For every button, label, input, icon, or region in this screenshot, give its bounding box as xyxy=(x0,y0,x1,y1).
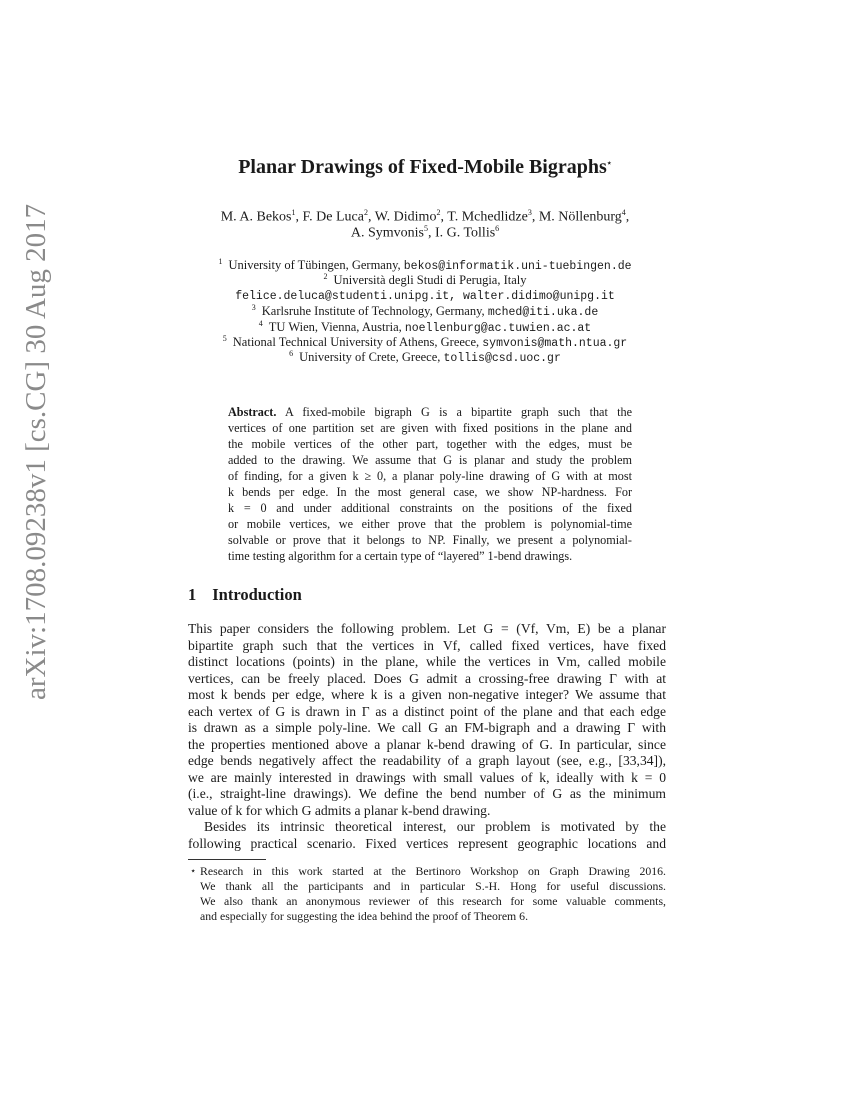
footnote-rule xyxy=(188,859,266,860)
paragraph-line: value of k for which G admits a planar k-bend drawing. xyxy=(188,802,491,818)
footnote-line: and especially for suggesting the idea behind the proof of Theorem 6. xyxy=(200,909,529,923)
footnote-line: Research in this work started at the Bertinoro Workshop on Graph Drawing 2016. xyxy=(200,864,666,878)
author-affiliation-mark: 2 xyxy=(436,208,441,217)
affiliation-email: symvonis@math.ntua.gr xyxy=(482,337,628,351)
affiliation-number: 5 xyxy=(222,334,227,343)
paragraph-line: bipartite graph such that the vertices in Vf, called fixed vertices, have fixed xyxy=(188,637,666,653)
paragraph-line: we are mainly interested in drawings with small values of k, ideally with k = 0 xyxy=(188,769,666,785)
footnote-line: We also thank an anonymous reviewer of this research for some valuable comments, xyxy=(200,894,666,908)
section-number: 1 xyxy=(188,585,197,604)
paragraph-line: each vertex of G is drawn in Γ as a distinct point of the plane and that each edge xyxy=(188,703,666,719)
affiliation-number: 1 xyxy=(218,257,223,266)
paper-title xyxy=(0,156,850,179)
author-name: F. De Luca xyxy=(302,209,364,225)
arxiv-stamp: arXiv:1708.09238v1 [cs.CG] 30 Aug 2017 xyxy=(20,203,52,700)
affiliation-line xyxy=(0,303,850,319)
paragraph-line: This paper considers the following problem. Let G = (Vf, Vm, E) be a planar xyxy=(188,621,666,636)
abstract-line: vertices of one partition set are given with fixed positions in the plane and xyxy=(228,421,632,435)
paragraph-line: following practical scenario. Fixed vertices represent geographic locations and xyxy=(188,835,666,851)
paragraph-line: (i.e., straight-line drawings). We define the bend number of G as the minimum xyxy=(188,786,666,801)
authors-line-2 xyxy=(0,224,850,242)
affiliation-line xyxy=(0,272,850,288)
affiliation-email: felice.deluca@studenti.unipg.it, walter.didimo@unipg.it xyxy=(235,289,615,303)
title-footnote-mark: ⋆ xyxy=(606,158,612,168)
abstract-label: Abstract. xyxy=(228,405,277,419)
affiliation-name: University of Crete, Greece, xyxy=(299,350,444,365)
affiliation-email: bekos@informatik.uni-tuebingen.de xyxy=(403,260,632,274)
footnote-line: We thank all the participants and in particular S.-H. Hong for useful discussions. xyxy=(200,879,666,893)
affiliation-email: mched@iti.uka.de xyxy=(487,306,599,320)
abstract-line: time testing algorithm for a certain type of “layered” 1-bend drawings. xyxy=(228,549,573,563)
affiliation-line xyxy=(0,288,850,303)
paragraph-line: the properties mentioned above a planar k-bend drawing of G. In particular, since xyxy=(188,736,666,752)
affiliation-name: National Technical University of Athens, Greece, xyxy=(232,335,483,350)
affiliation-name: University of Tübingen, Germany, xyxy=(228,258,404,273)
authors-line-1 xyxy=(0,208,850,226)
affiliation-line xyxy=(0,319,850,335)
author-affiliation-mark: 3 xyxy=(527,208,532,217)
abstract-line: or mobile vertices, we either prove that the problem is polynomial-time xyxy=(228,517,632,531)
paragraph-line: most k bends per edge, where k is a given non-negative integer? We assume that xyxy=(188,687,666,702)
affiliation-email: noellenburg@ac.tuwien.ac.at xyxy=(404,321,592,335)
abstract-line: the mobile vertices of the other part, together with the edges, must be xyxy=(228,437,632,451)
paragraph-line: Besides its intrinsic theoretical interest, our problem is motivated by the xyxy=(204,819,666,834)
author-name: M. A. Bekos xyxy=(220,209,292,225)
author-separator: , xyxy=(367,209,375,225)
author-affiliation-mark: 1 xyxy=(291,208,296,217)
author-separator: , xyxy=(440,209,448,225)
paragraph-line: vertices, can be freely placed. Does G admit a crossing-free drawing Γ with at xyxy=(188,670,666,686)
affiliation-number: 3 xyxy=(251,303,256,313)
author-separator: , xyxy=(625,209,630,225)
author-affiliation-mark: 2 xyxy=(363,208,368,217)
affiliation-name: Karlsruhe Institute of Technology, Germany, xyxy=(261,304,488,319)
paragraph-line: distinct locations (points) in the plane, while the vertices in Vm, called mobile xyxy=(188,654,666,669)
affiliation-email: tollis@csd.uoc.gr xyxy=(443,352,561,366)
affiliation-line xyxy=(0,334,850,350)
author-name: M. Nöllenburg xyxy=(538,209,622,225)
author-affiliation-mark: 4 xyxy=(621,208,626,217)
paragraph-line: is drawn as a simple poly-line. We call G an FM-bigraph and a drawing Γ with xyxy=(188,720,666,735)
title-text: Planar Drawings of Fixed-Mobile Bigraphs xyxy=(238,156,607,178)
paragraph-line: edge bends negatively affect the readability of a graph layout (see, e.g., [33,34]), xyxy=(188,753,666,768)
author-separator: , xyxy=(295,209,303,225)
affiliation-number: 4 xyxy=(258,318,263,328)
affiliation-line xyxy=(0,257,850,273)
author-name: W. Didimo xyxy=(374,209,437,225)
footnote-mark: ⋆ xyxy=(190,866,197,877)
abstract-line: added to the drawing. We assume that G is planar and study the problem xyxy=(228,453,632,467)
affiliation-number: 6 xyxy=(289,349,294,359)
affiliation-line xyxy=(0,349,850,365)
author-separator: , xyxy=(531,209,539,225)
author-name: T. Mchedlidze xyxy=(447,209,528,225)
section-heading xyxy=(188,585,302,605)
abstract-line: solvable or prove that it belongs to NP. Finally, we present a polynomial- xyxy=(228,533,632,547)
author-separator: , xyxy=(427,225,435,241)
author-name: I. G. Tollis xyxy=(434,225,496,241)
author-name: A. Symvonis xyxy=(350,225,424,241)
affiliation-name: TU Wien, Vienna, Austria, xyxy=(268,319,405,334)
abstract-text: A fixed-mobile bigraph G is a bipartite graph such that the xyxy=(276,405,632,419)
abstract-line: k bends per edge. In the most general case, we show NP-hardness. For xyxy=(228,485,632,499)
abstract-line: k = 0 and under additional constraints on the positions of the fixed xyxy=(228,501,632,515)
abstract-line xyxy=(228,405,632,420)
section-title: Introduction xyxy=(212,585,302,604)
affiliation-name: Università degli Studi di Perugia, Italy xyxy=(333,273,527,288)
affiliation-number: 2 xyxy=(323,272,328,282)
abstract-line: of finding, for a given k ≥ 0, a planar poly-line drawing of G with at most xyxy=(228,469,632,483)
author-affiliation-mark: 6 xyxy=(495,224,500,233)
author-affiliation-mark: 5 xyxy=(423,224,428,233)
